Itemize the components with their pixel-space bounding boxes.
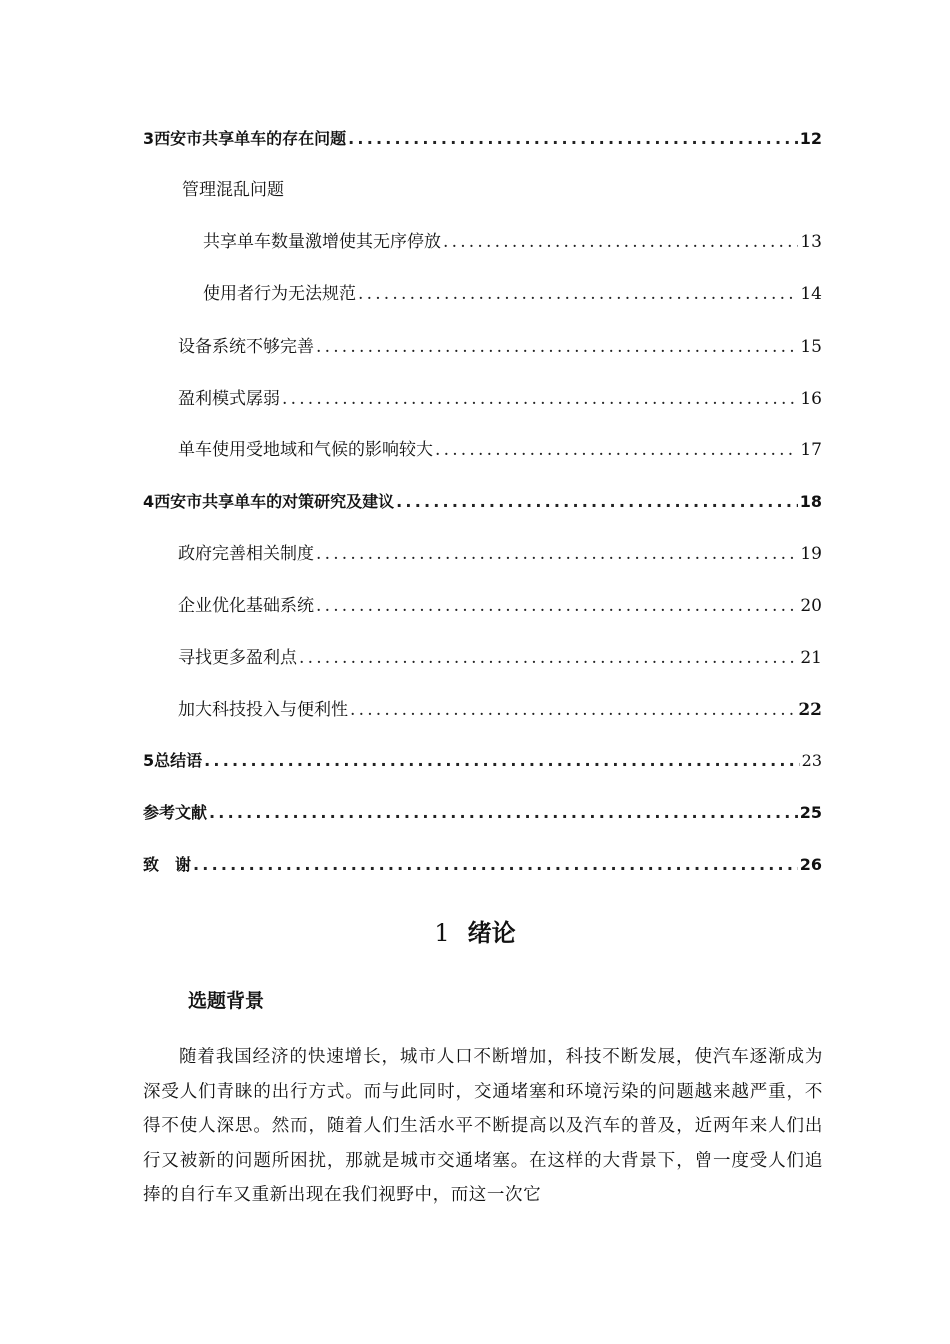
toc-leader — [316, 593, 798, 619]
toc-entry[interactable] — [178, 386, 822, 412]
toc-label: 参考文献 — [143, 803, 208, 822]
toc-entry[interactable] — [178, 437, 822, 463]
toc-label: 致 谢 — [143, 855, 192, 874]
toc-page-number: 12 — [799, 129, 822, 148]
toc-number: 4 — [143, 492, 155, 511]
toc-label: 政府完善相关制度 — [178, 544, 314, 564]
toc-label: 总结语 — [154, 751, 203, 770]
toc-page-number: 22 — [798, 700, 822, 720]
toc-page-number: 13 — [800, 232, 822, 252]
toc-page-number: 26 — [799, 855, 822, 874]
toc-entry[interactable] — [203, 281, 822, 307]
toc-entry[interactable] — [203, 229, 822, 255]
toc-leader — [209, 800, 798, 826]
toc-leader — [282, 386, 798, 412]
chapter-title — [0, 913, 950, 948]
toc-page-number: 23 — [801, 751, 822, 770]
toc-page-number: 25 — [799, 803, 822, 822]
toc-label: 企业优化基础系统 — [178, 596, 314, 616]
toc-entry[interactable] — [178, 334, 822, 360]
toc-leader — [316, 334, 798, 360]
toc-page-number: 18 — [799, 492, 822, 511]
toc-entry[interactable] — [178, 645, 822, 671]
toc-entry[interactable] — [143, 748, 822, 774]
toc-leader — [316, 541, 798, 567]
toc-page-number: 14 — [800, 284, 822, 304]
toc-label: 单车使用受地域和气候的影响较大 — [178, 440, 433, 460]
chapter-number: 1 — [434, 919, 450, 947]
toc-label: 西安市共享单车的存在问题 — [154, 129, 347, 148]
toc-leader — [358, 281, 798, 307]
toc-page-number: 17 — [800, 440, 822, 460]
toc-page-number: 20 — [800, 596, 822, 616]
toc-page-number: 15 — [800, 337, 822, 357]
toc-entry[interactable] — [143, 852, 822, 878]
toc-leader — [443, 229, 798, 255]
toc-entry[interactable] — [143, 126, 822, 152]
toc-entry[interactable] — [178, 541, 822, 567]
toc-label: 加大科技投入与便利性 — [178, 700, 348, 720]
section-title: 选题背景 — [188, 990, 265, 1012]
toc-subheading[interactable] — [182, 177, 284, 203]
toc-leader — [348, 126, 798, 152]
toc-label: 西安市共享单车的对策研究及建议 — [154, 492, 395, 511]
toc-page-number: 19 — [800, 544, 822, 564]
toc-leader — [435, 437, 798, 463]
toc-leader — [299, 645, 798, 671]
toc-leader — [204, 748, 799, 774]
toc-label: 管理混乱问题 — [182, 180, 284, 200]
toc-number: 3 — [143, 129, 155, 148]
toc-entry[interactable] — [143, 489, 822, 515]
toc-entry[interactable] — [178, 697, 822, 723]
toc-label: 寻找更多盈利点 — [178, 648, 297, 668]
toc-entry[interactable] — [143, 800, 822, 826]
toc-leader — [396, 489, 798, 515]
toc-leader — [350, 697, 796, 723]
toc-label: 共享单车数量激增使其无序停放 — [203, 232, 441, 252]
body-paragraph: 随着我国经济的快速增长，城市人口不断增加，科技不断发展，使汽车逐渐成为深受人们青睐的出行方式。而与此同时，交通堵塞和环境污染的问题越来越严重，不得不使人深思。然而，随着人们生活水平不断提高以及汽车的普及，近两年来人们出行又被新的问题所困扰，那就是城市交通堵塞。在这样的大背景下，曾一度受人们追捧的自行车又重新出现在我们视野中，而这一次它 — [143, 1047, 823, 1205]
toc-leader — [193, 852, 798, 878]
toc-label: 设备系统不够完善 — [178, 337, 314, 357]
toc-entry[interactable] — [178, 593, 822, 619]
chapter-title-text: 绪论 — [467, 919, 516, 947]
toc-number: 5 — [143, 751, 155, 770]
toc-page-number: 21 — [800, 648, 822, 668]
toc-page-number: 16 — [800, 389, 822, 409]
toc-label: 使用者行为无法规范 — [203, 284, 356, 304]
toc-label: 盈利模式孱弱 — [178, 389, 280, 409]
